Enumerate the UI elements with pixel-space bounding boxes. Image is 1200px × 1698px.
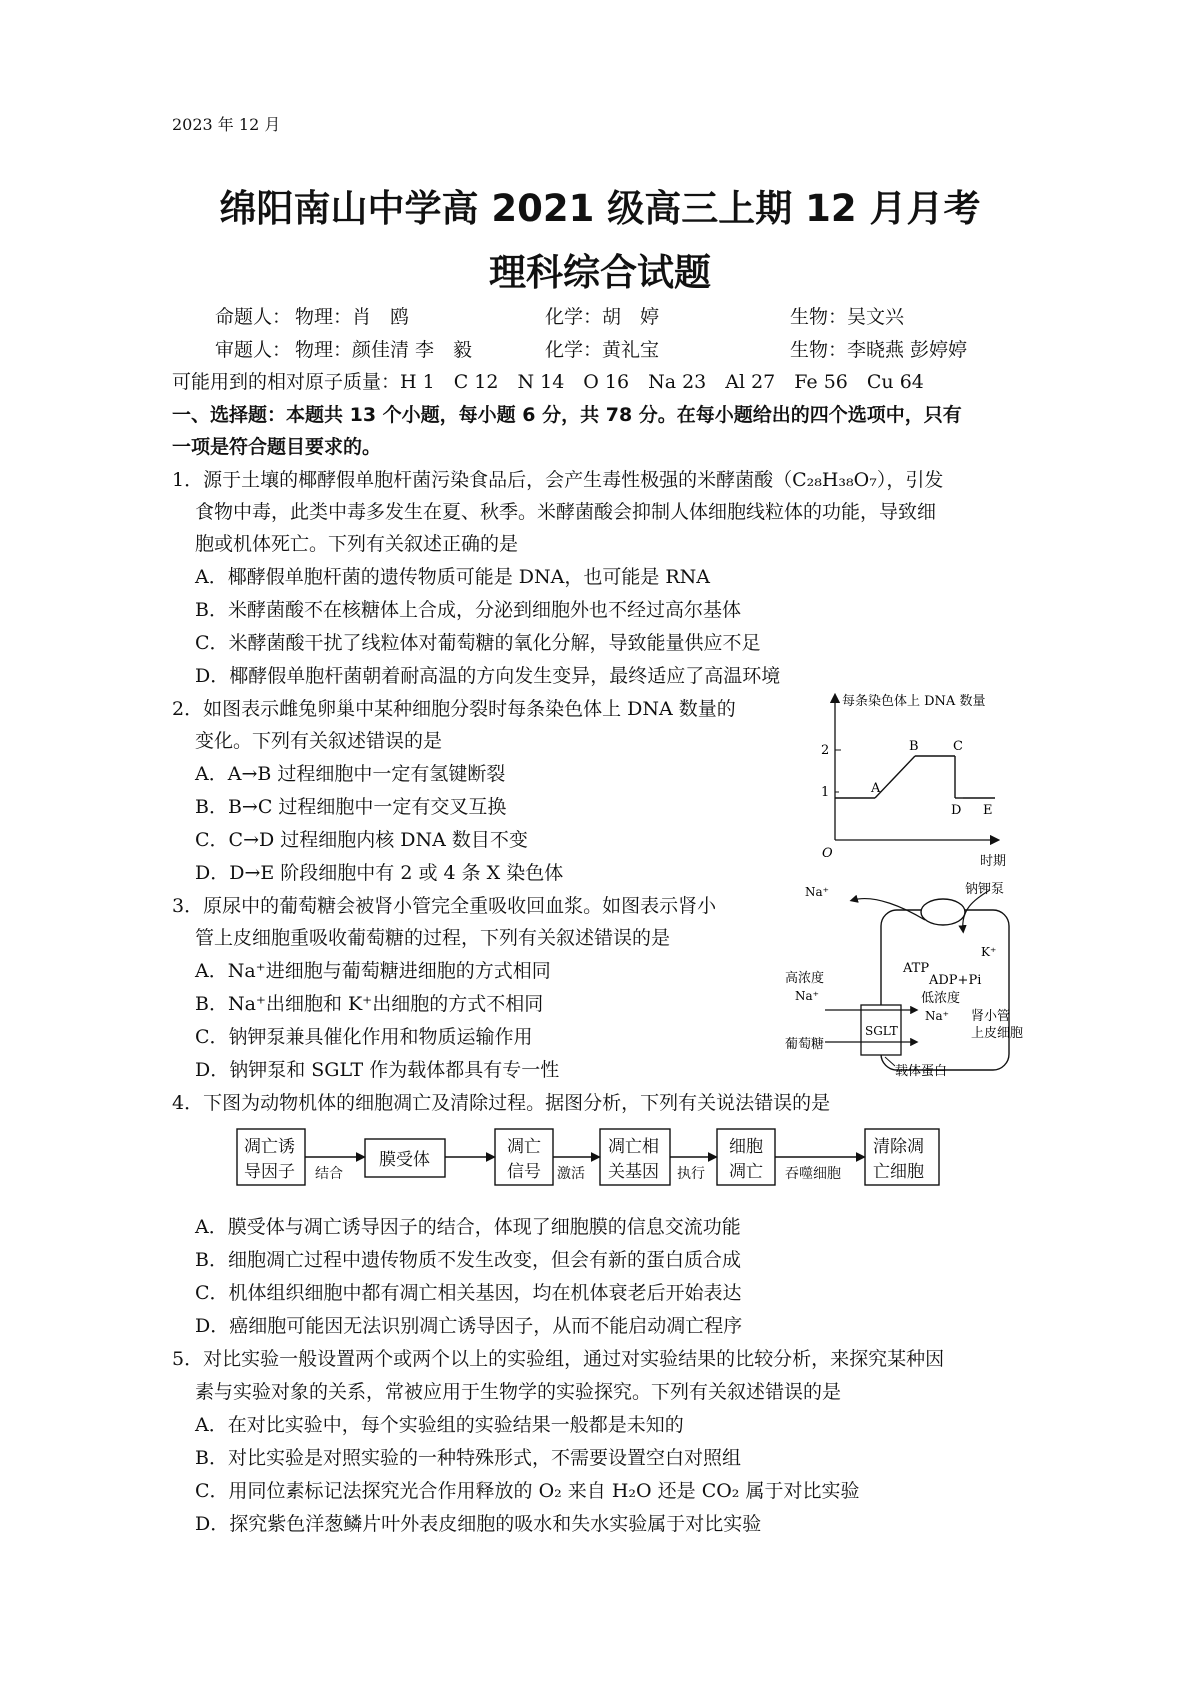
q1-option-b: B．米酵菌酸不在核糖体上合成，分泌到细胞外也不经过高尔基体 (195, 599, 741, 621)
q2-option-c: C．C→D 过程细胞内核 DNA 数目不变 (195, 829, 528, 851)
na-top-label: Na⁺ (805, 885, 829, 899)
cell-label-1: 肾小管 (971, 1009, 1011, 1024)
reviewer-chemistry: 化学：黄礼宝 (545, 339, 660, 361)
flow-receptor: 膜受体 (379, 1150, 430, 1170)
section-heading-line1: 一、选择题：本题共 13 个小题，每小题 6 分，共 78 分。在每小题给出的四个选项中，只有 (172, 404, 962, 426)
cell-label-2: 上皮细胞 (971, 1026, 1024, 1041)
exam-date: 2023 年 12 月 (172, 115, 281, 134)
y-axis-label: 每条染色体上 DNA 数量 (842, 694, 986, 709)
glucose-label: 葡萄糖 (785, 1037, 825, 1052)
q5-option-c: C．用同位素标记法探究光合作用释放的 O₂ 来自 H₂O 还是 CO₂ 属于对比实验 (195, 1480, 860, 1502)
exam-subtitle: 理科综合试题 (489, 251, 711, 294)
q2-stem-2: 变化。下列有关叙述错误的是 (195, 730, 443, 752)
q4-stem: 4．下图为动物机体的细胞凋亡及清除过程。据图分析，下列有关说法错误的是 (172, 1092, 831, 1114)
q1-stem: 1．源于土壤的椰酵假单胞杆菌污染食品后，会产生毒性极强的米酵菌酸（C₂₈H₃₈O₇），引发 (172, 469, 944, 491)
q2-option-b: B．B→C 过程细胞中一定有交叉互换 (195, 796, 507, 818)
composer-label: 命题人： (215, 306, 292, 328)
na-k-pump (921, 899, 965, 925)
flow-label-activate: 激活 (557, 1166, 585, 1182)
x-axis-label: 时期 (980, 854, 1007, 869)
na-right-label: Na⁺ (925, 1009, 949, 1023)
k-label: K⁺ (981, 945, 997, 959)
flow-genes-2: 关基因 (608, 1162, 659, 1182)
flow-clearance-1: 清除凋 (873, 1137, 924, 1157)
q1-option-d: D．椰酵假单胞杆菌朝着耐高温的方向发生变异，最终适应了高温环境 (195, 665, 781, 687)
q5-option-d: D．探究紫色洋葱鳞片叶外表皮细胞的吸水和失水实验属于对比实验 (195, 1513, 762, 1535)
pump-label: 钠钾泵 (965, 882, 1005, 897)
flow-apoptosis-1: 细胞 (729, 1137, 763, 1157)
point-label-e: E (983, 803, 993, 818)
high-concentration-label: 高浓度 (785, 971, 825, 986)
point-label-d: D (951, 803, 962, 818)
q3-stem-2: 管上皮细胞重吸收葡萄糖的过程，下列有关叙述错误的是 (195, 927, 671, 949)
low-concentration-label: 低浓度 (921, 991, 961, 1006)
carrier-pointer (885, 1057, 895, 1066)
graph-segment (875, 756, 915, 798)
q4-option-a: A．膜受体与凋亡诱导因子的结合，体现了细胞膜的信息交流功能 (195, 1216, 741, 1238)
q4-option-c: C．机体组织细胞中都有凋亡相关基因，均在机体衰老后开始表达 (195, 1282, 742, 1304)
q2-option-a: A．A→B 过程细胞中一定有氢键断裂 (195, 763, 506, 785)
flow-signal-2: 信号 (507, 1162, 541, 1182)
q3-stem: 3．原尿中的葡萄糖会被肾小管完全重吸收回血浆。如图表示肾小 (172, 895, 717, 917)
q1-stem-3: 胞或机体死亡。下列有关叙述正确的是 (195, 533, 519, 555)
flow-label-bind: 结合 (315, 1166, 343, 1182)
flow-label-phagocyte: 吞噬细胞 (785, 1166, 841, 1182)
tick-1-label: 1 (821, 785, 830, 800)
flow-inducer-1: 凋亡诱 (244, 1137, 295, 1157)
reviewer-biology: 生物：李晓燕 彭婷婷 (790, 339, 968, 361)
q3-option-a: A．Na⁺进细胞与葡萄糖进细胞的方式相同 (195, 960, 551, 982)
sglt-label: SGLT (865, 1024, 898, 1038)
q1-option-a: A．椰酵假单胞杆菌的遗传物质可能是 DNA，也可能是 RNA (195, 566, 711, 588)
q2-option-d: D．D→E 阶段细胞中有 2 或 4 条 X 染色体 (195, 862, 564, 884)
composer-chemistry: 化学：胡 婷 (545, 306, 660, 328)
q3-option-b: B．Na⁺出细胞和 K⁺出细胞的方式不相同 (195, 993, 544, 1015)
flow-label-execute: 执行 (677, 1166, 705, 1182)
apoptosis-flowchart (235, 1125, 945, 1190)
flow-clearance-2: 亡细胞 (873, 1162, 924, 1182)
q4-option-d: D．癌细胞可能因无法识别凋亡诱导因子，从而不能启动凋亡程序 (195, 1315, 743, 1337)
na-left-label: Na⁺ (795, 989, 819, 1003)
q1-stem-2: 食物中毒，此类中毒多发生在夏、秋季。米酵菌酸会抑制人体细胞线粒体的功能，导致细 (195, 501, 937, 523)
reviewer-label: 审题人： (215, 339, 292, 361)
q5-option-a: A．在对比实验中，每个实验组的实验结果一般都是未知的 (195, 1414, 684, 1436)
q5-stem-2: 素与实验对象的关系，常被应用于生物学的实验探究。下列有关叙述错误的是 (195, 1381, 842, 1403)
point-label-c: C (953, 739, 963, 754)
point-label-a: A (871, 781, 881, 796)
flow-genes-1: 凋亡相 (608, 1137, 659, 1157)
section-heading-line2: 一项是符合题目要求的。 (172, 436, 382, 458)
carrier-label: 载体蛋白 (895, 1064, 948, 1079)
q4-option-b: B．细胞凋亡过程中遗传物质不发生改变，但会有新的蛋白质合成 (195, 1249, 741, 1271)
kidney-cell-diagram (785, 880, 1025, 1080)
q5-option-b: B．对比实验是对照实验的一种特殊形式，不需要设置空白对照组 (195, 1447, 741, 1469)
q2-stem: 2．如图表示雌兔卵巢中某种细胞分裂时每条染色体上 DNA 数量的 (172, 698, 736, 720)
point-label-b: B (909, 739, 919, 754)
dna-series (835, 756, 995, 798)
q3-option-d: D．钠钾泵和 SGLT 作为载体都具有专一性 (195, 1059, 560, 1081)
exam-title: 绵阳南山中学高 2021 级高三上期 12 月月考 (219, 187, 981, 230)
na-out-arrow (853, 899, 925, 920)
reviewer-physics: 物理：颜佳清 李 毅 (295, 339, 473, 361)
dna-per-chromosome-graph (805, 690, 1010, 890)
q1-option-c: C．米酵菌酸干扰了线粒体对葡萄糖的氧化分解，导致能量供应不足 (195, 632, 761, 654)
flow-apoptosis-2: 凋亡 (729, 1162, 763, 1182)
composer-physics: 物理：肖 鸥 (295, 306, 410, 328)
flow-inducer-2: 导因子 (244, 1162, 295, 1182)
tick-2-label: 2 (821, 743, 830, 758)
flow-signal-1: 凋亡 (507, 1137, 541, 1157)
atomic-masses: 可能用到的相对原子质量：H 1 C 12 N 14 O 16 Na 23 Al 27 Fe 56 Cu 64 (172, 371, 924, 393)
adp-label: ADP+Pi (929, 973, 982, 988)
q3-option-c: C．钠钾泵兼具催化作用和物质运输作用 (195, 1026, 533, 1048)
origin-label: O (822, 846, 833, 861)
q5-stem: 5．对比实验一般设置两个或两个以上的实验组，通过对实验结果的比较分析，来探究某种因 (172, 1348, 945, 1370)
atp-label: ATP (903, 961, 930, 976)
composer-biology: 生物：吴文兴 (790, 306, 905, 328)
